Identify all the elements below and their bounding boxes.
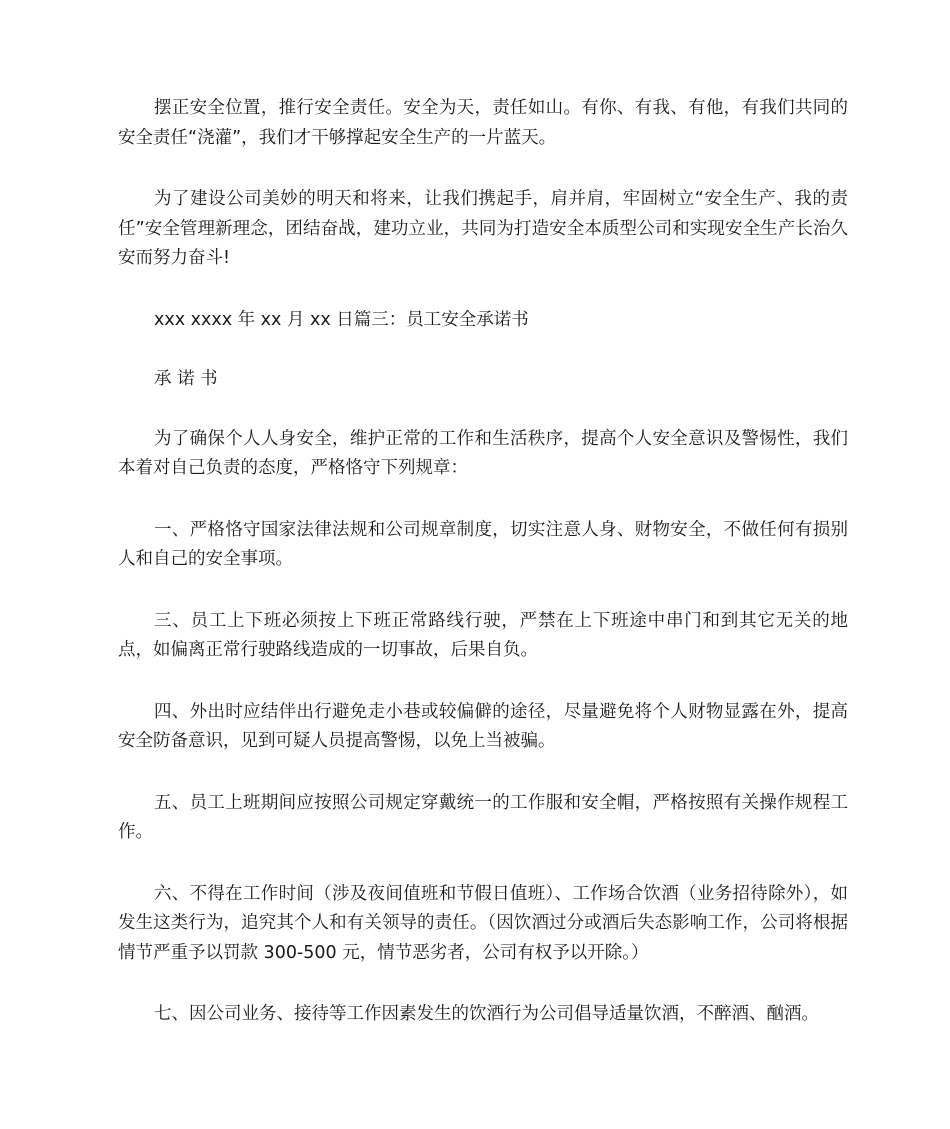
paragraph-company-future: 为了建设公司美妙的明天和将来，让我们携起手，肩并肩，牢固树立“安全生产、我的责任”安全管理新理念，团结奋战，建功立业，共同为打造安全本质型公司和实现安全生产长治久安而努力奋斗!: [118, 189, 848, 268]
paragraph-rule-3: 三、员工上下班必须按上下班正常路线行驶，严禁在上下班途中串门和到其它无关的地点，如偏离正常行驶路线造成的一切事故，后果自负。: [118, 610, 848, 660]
paragraph-safety-responsibility: 摆正安全位置，推行安全责任。安全为天，责任如山。有你、有我、有他，有我们共同的安全责任“浇灌”，我们才干够撑起安全生产的一片蓝天。: [118, 98, 848, 148]
paragraph-rule-7: 七、因公司业务、接待等工作因素发生的饮酒行为公司倡导适量饮酒，不醉酒、酗酒。: [154, 1004, 819, 1024]
section-heading-date: xxx xxxx 年 xx 月 xx 日篇三：员工安全承诺书: [154, 309, 529, 330]
paragraph-rule-5: 五、员工上班期间应按照公司规定穿戴统一的工作服和安全帽，严格按照有关操作规程工作。: [118, 792, 848, 842]
document-body: [118, 94, 848, 1062]
paragraph-rule-6: 六、不得在工作时间（涉及夜间值班和节假日值班）、工作场合饮酒（业务招待除外），如发生这类行为，追究其个人和有关领导的责任。（因饮酒过分或酒后失态影响工作，公司将根据情节严重予以罚款 300-500 元，情节恶劣者，公司有权予以开除。）: [118, 883, 848, 963]
paragraph-rule-4: 四、外出时应结伴出行避免走小巷或较偏僻的途径，尽量避免将个人财物显露在外，提高安全防备意识，见到可疑人员提高警惕，以免上当被骗。: [118, 701, 848, 751]
paragraph-intro: 为了确保个人人身安全，维护正常的工作和生活秩序，提高个人安全意识及警惕性，我们本着对自己负责的态度，严格恪守下列规章：: [118, 428, 848, 478]
document-title-pledge: 承 诺 书: [154, 369, 218, 389]
paragraph-rule-1: 一、严格恪守国家法律法规和公司规章制度，切实注意人身、财物安全，不做任何有损别人和自己的安全事项。: [118, 519, 848, 569]
